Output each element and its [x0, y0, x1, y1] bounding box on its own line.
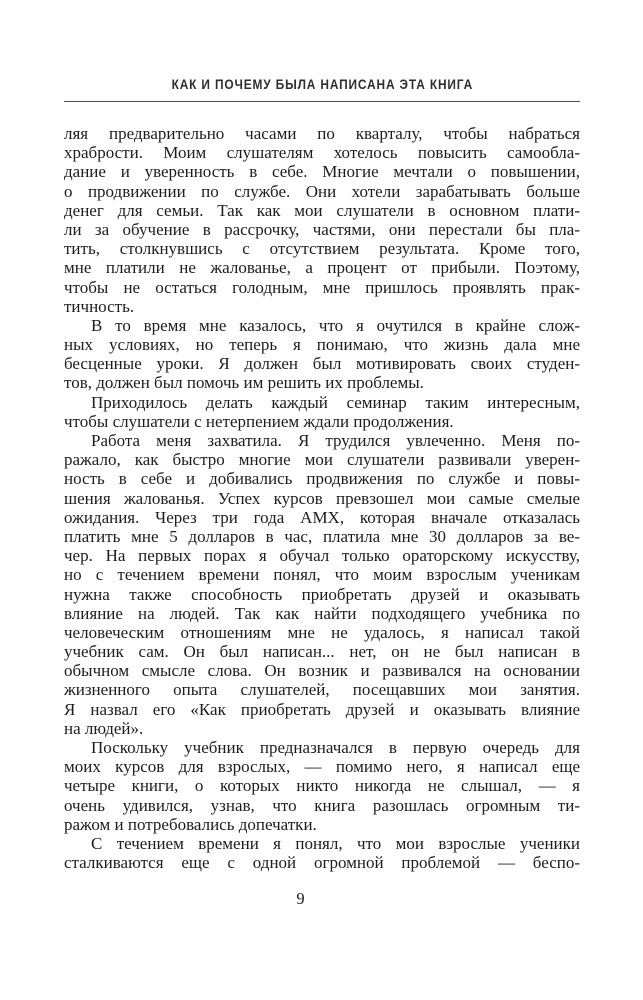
- text-line: учебник сам. Он был написан... нет, он не был написан в: [64, 642, 580, 662]
- text-line: денег для семьи. Так как мои слушатели в основном плати-: [64, 200, 580, 220]
- running-header: [64, 76, 580, 94]
- text-line: но с течением времени понял, что моим взрослым ученикам: [64, 565, 580, 585]
- page-number: 9: [296, 889, 305, 908]
- text-line: сталкиваются еще с одной огромной проблемой — беспо-: [64, 853, 580, 873]
- text-line: нужна также способность приобретать друзей и оказывать: [64, 584, 580, 604]
- text-line: ли за обучение в рассрочку, частями, они перестали бы пла-: [64, 219, 580, 239]
- text-line: очень удивился, узнав, что книга разошлась огромным ти-: [64, 795, 580, 815]
- text-line: бесценные уроки. Я должен был мотивировать своих студен-: [64, 354, 580, 374]
- text-line: шения жалованья. Успех курсов превзошел мои самые смелые: [64, 488, 580, 508]
- text-line: о продвижении по службе. Они хотели зарабатывать больше: [64, 181, 580, 201]
- running-header-title: КАК И ПОЧЕМУ БЫЛА НАПИСАНА ЭТА КНИГА: [171, 76, 473, 92]
- text-line: дание и уверенность в себе. Многие мечтали о повышении,: [64, 162, 580, 182]
- text-line: человеческим отношениям мне не удалось, я написал такой: [64, 622, 580, 642]
- text-line: ражало, как быстро многие мои слушатели развивали уверен-: [64, 450, 580, 470]
- text-line: храбрости. Моим слушателям хотелось повысить самообла-: [64, 143, 580, 163]
- text-line: В то время мне казалось, что я очутился в крайне слож-: [91, 315, 580, 335]
- text-line: чтобы не остаться голодным, мне пришлось проявлять прак-: [64, 277, 580, 297]
- text-line: Работа меня захватила. Я трудился увлеченно. Меня по-: [91, 431, 580, 450]
- text-line: С течением времени я понял, что мои взрослые ученики: [91, 833, 580, 853]
- text-line: чтобы слушатели с нетерпением ждали продолжения.: [64, 411, 454, 431]
- text-line: чер. На первых порах я обучал только ораторскому искусству,: [64, 546, 580, 566]
- text-line: на людей».: [64, 718, 144, 738]
- text-line: платить мне 5 долларов в час, платила мне 30 долларов за ве-: [64, 526, 580, 546]
- text-line: Я назвал его «Как приобретать друзей и оказывать влияние: [64, 699, 580, 719]
- text-line: ляя предварительно часами по кварталу, чтобы набраться: [64, 124, 580, 143]
- header-rule: [64, 101, 580, 102]
- text-line: ных условиях, но теперь я понимаю, что жизнь дала мне: [64, 335, 580, 355]
- text-line: мне платили не жалованье, а процент от прибыли. Поэтому,: [64, 258, 580, 278]
- text-line: влияние на людей. Так как найти подходящего учебника по: [64, 603, 580, 623]
- text-line: четыре книги, о которых никто никогда не слышал, — я: [64, 776, 580, 796]
- text-line: жизненного опыта слушателей, посещавших мои занятия.: [64, 680, 580, 700]
- text-line: обычном смысле слова. Он возник и развивался на основании: [64, 661, 580, 681]
- text-line: тить, столкнувшись с отсутствием результата. Кроме того,: [64, 239, 580, 259]
- text-line: Приходилось делать каждый семинар таким интересным,: [91, 392, 580, 412]
- text-line: ражом и потребовались допечатки.: [64, 814, 317, 834]
- text-line: тов, должен был помочь им решить их проблемы.: [64, 373, 424, 393]
- page-body: [64, 124, 580, 872]
- text-line: Поскольку учебник предназначался в первую очередь для: [91, 738, 580, 757]
- text-line: тичность.: [64, 296, 135, 316]
- text-line: ожидания. Через три года АМХ, которая вначале отказалась: [64, 507, 580, 527]
- text-line: ность в себе и добивались продвижения по службе и повы-: [64, 469, 580, 489]
- text-line: моих курсов для взрослых, — помимо него, я написал еще: [64, 757, 580, 777]
